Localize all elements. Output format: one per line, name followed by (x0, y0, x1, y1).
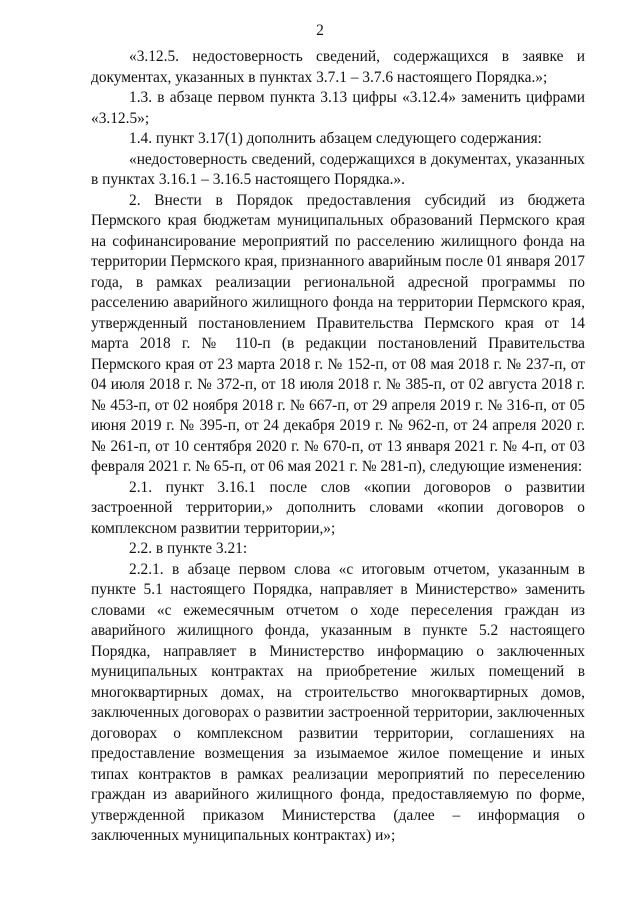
paragraph-quote: «недостоверность сведений, содержащихся в документах, указанных в пунктах 3.16.1 – 3.16.5 настоящего Порядка.». (91, 150, 585, 188)
document-body (91, 47, 585, 847)
paragraph-2-2: 2.2. в пункте 3.21: (129, 540, 248, 557)
paragraph-1-4: 1.4. пункт 3.17(1) дополнить абзацем следующего содержания: (129, 130, 542, 147)
paragraph-2: 2. Внести в Порядок предоставления субсидий из бюджета Пермского края бюджетам муниципальных образований Пермского края на софинансирование мероприятий по расселению жилищного фонда на территории Пермского края, признанного аварийным после 01 января 2017 года, в рамках реализации региональной адресной программы по расселению аварийного жилищного фонда на территории Пермского края, утвержденный постановлением Правительства Пермского края от 14 марта 2018 г. № 110-п (в редакции постановлений Правительства Пермского края от 23 марта 2018 г. № 152-п, от 08 мая 2018 г. № 237-п, от 04 июля 2018 г. № 372-п, от 18 июля 2018 г. № 385-п, от 02 августа 2018 г. № 453-п, от 02 ноября 2018 г. № 667-п, от 29 апреля 2019 г. № 316-п, от 05 июня 2019 г. № 395-п, от 24 декабря 2019 г. № 962-п, от 24 апреля 2020 г. № 261-п, от 10 сентября 2020 г. № 670-п, от 13 января 2021 г. № 4-п, от 03 февраля 2021 г. № 65-п, от 06 мая 2021 г. № 281-п), следующие изменения: (91, 191, 585, 475)
paragraph-1-3: 1.3. в абзаце первом пункта 3.13 цифры «3.12.4» заменить цифрами «3.12.5»; (91, 89, 585, 127)
paragraph-3-12-5: «3.12.5. недостоверность сведений, содержащихся в заявке и документах, указанных в пунктах 3.7.1 – 3.7.6 настоящего Порядка.»; (91, 48, 585, 86)
page-number: 2 (316, 22, 324, 39)
paragraph-2-1: 2.1. пункт 3.16.1 после слов «копии договоров о развитии застроенной территории,» дополнить словами «копии договоров о комплексном развитии территории,»; (91, 478, 585, 537)
paragraph-2-2-1: 2.2.1. в абзаце первом слова «с итоговым отчетом, указанным в пункте 5.1 настоящего Порядка, направляет в Министерство» заменить словами «с ежемесячным отчетом о ходе переселения граждан из аварийного жилищного фонда, указанным в пункте 5.2 настоящего Порядка, направляет в Министерство информацию о заключенных муниципальных контрактах на приобретение жилых помещений в многоквартирных домах, на строительство многоквартирных домов, заключенных договорах о развитии застроенной территории, заключенных договорах о комплексном развитии территории, соглашениях на предоставление возмещения за изымаемое жилое помещение и иных типах контрактов в рамках реализации мероприятий по переселению граждан из аварийного жилищного фонда, предоставляемую по форме, утвержденной приказом Министерства (далее – информация о заключенных муниципальных контрактах) и»; (91, 560, 585, 844)
